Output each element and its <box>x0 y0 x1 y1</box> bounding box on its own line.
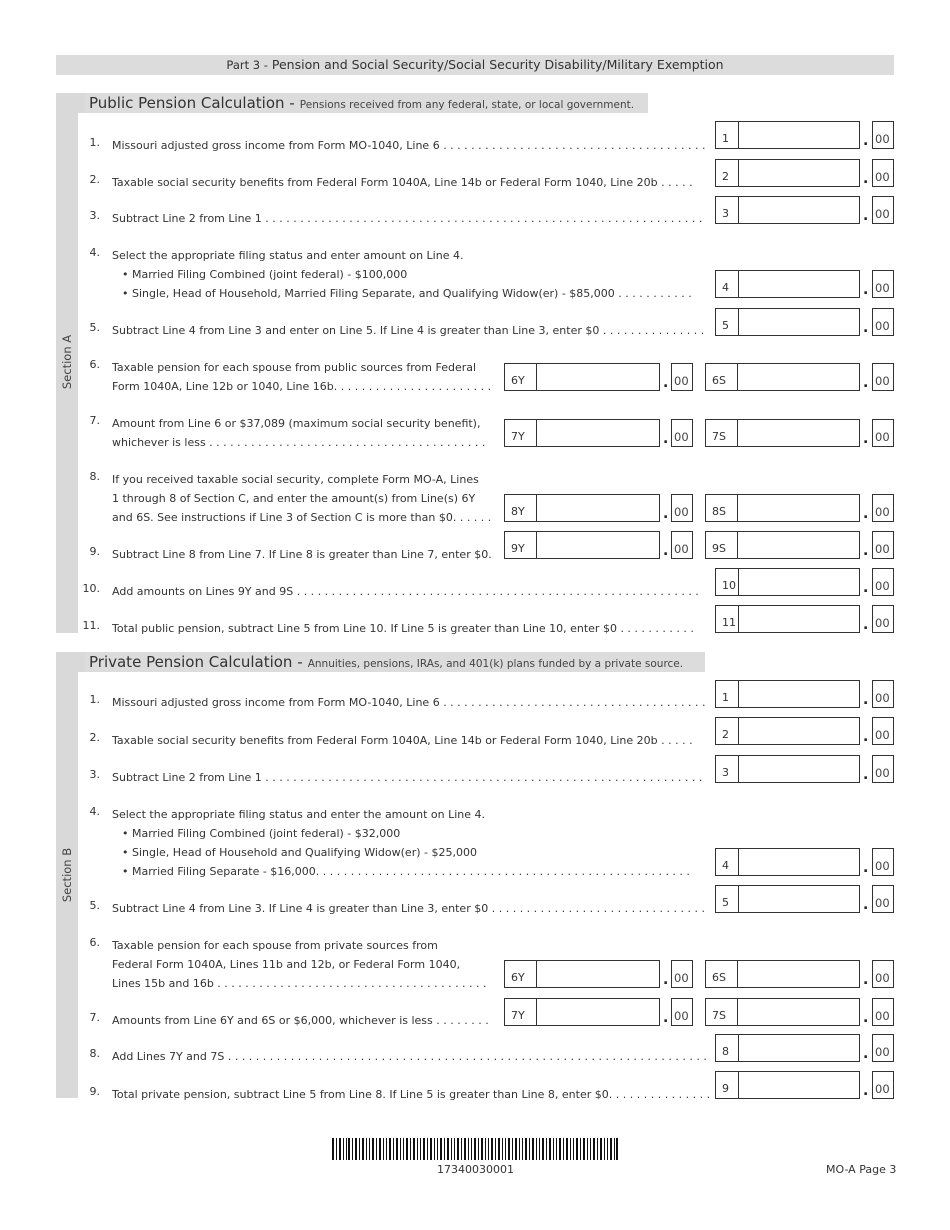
cents-field[interactable]: 00 <box>872 308 894 336</box>
amount-field[interactable]: 5 <box>715 885 860 913</box>
amount-field-y[interactable]: 7Y <box>504 419 660 447</box>
amount-field[interactable]: 5 <box>715 308 860 336</box>
page-number: MO-A Page 3 <box>826 1163 897 1176</box>
amount-field-s[interactable]: 6S <box>705 363 860 391</box>
cents-field[interactable]: 00 <box>872 419 894 447</box>
cents-field[interactable]: 00 <box>671 419 693 447</box>
cents-field[interactable]: 00 <box>872 159 894 187</box>
section-a-title: Public Pension Calculation - Pensions received from any federal, state, or local government. <box>85 93 648 113</box>
cents-field[interactable]: 00 <box>872 605 894 633</box>
cents-field[interactable]: 00 <box>872 494 894 522</box>
cents-field[interactable]: 00 <box>872 998 894 1026</box>
amount-field[interactable]: 8 <box>715 1034 860 1062</box>
line-text: Total private pension, subtract Line 5 from Line 8. If Line 5 is greater than Line 8, enter $0. . . . . . . . . . . . . . . <box>112 1088 711 1101</box>
cents-field[interactable]: 00 <box>872 121 894 149</box>
amount-field-s[interactable]: 6S <box>705 960 860 988</box>
part-header <box>56 55 894 75</box>
amount-field[interactable]: 1 <box>715 121 860 149</box>
amount-field[interactable]: 2 <box>715 159 860 187</box>
barcode-image <box>332 1138 618 1160</box>
cents-field[interactable]: 00 <box>872 755 894 783</box>
amount-field[interactable]: 2 <box>715 717 860 745</box>
amount-field-y[interactable]: 6Y <box>504 363 660 391</box>
cents-field[interactable]: 00 <box>671 531 693 559</box>
cents-field[interactable]: 00 <box>872 531 894 559</box>
amount-field-y[interactable]: 7Y <box>504 998 660 1026</box>
cents-field[interactable]: 00 <box>872 960 894 988</box>
cents-field[interactable]: 00 <box>671 960 693 988</box>
line-text: Missouri adjusted gross income from Form MO-1040, Line 6 . . . . . . . . . . . . . . . . . . . . . . . . . . . . . . . . . . . . . . <box>112 139 706 152</box>
cents-field[interactable]: 00 <box>872 270 894 298</box>
cents-field[interactable]: 00 <box>872 1034 894 1062</box>
amount-field-s[interactable]: 7S <box>705 419 860 447</box>
line-text: Missouri adjusted gross income from Form MO-1040, Line 6 . . . . . . . . . . . . . . . . . . . . . . . . . . . . . . . . . . . . . . <box>112 696 706 709</box>
cents-field[interactable]: 00 <box>872 848 894 876</box>
line-text: Add Lines 7Y and 7S . . . . . . . . . . . . . . . . . . . . . . . . . . . . . . . . . . . . . . . . . . . . . . . . . . . . . . . . . . . . . . . . . . . . . <box>112 1050 707 1063</box>
line-text: Subtract Line 4 from Line 3. If Line 4 is greater than Line 3, enter $0 . . . . . . . . . . . . . . . . . . . . . . . . . . . . . . . <box>112 902 706 915</box>
cents-field[interactable]: 00 <box>671 363 693 391</box>
part-title: Pension and Social Security/Social Security Disability/Military Exemption <box>271 57 724 72</box>
amount-field[interactable]: 4 <box>715 270 860 298</box>
cents-field[interactable]: 00 <box>872 363 894 391</box>
line-text: Add amounts on Lines 9Y and 9S . . . . . . . . . . . . . . . . . . . . . . . . . . . . . . . . . . . . . . . . . . . . . . . . . . . . . . . . . . <box>112 585 699 598</box>
cents-field[interactable]: 00 <box>671 998 693 1026</box>
cents-field[interactable]: 00 <box>872 196 894 224</box>
line-text: Taxable social security benefits from Federal Form 1040A, Line 14b or Federal Form 1040, Line 20b . . . . . <box>112 176 693 189</box>
barcode-number: 17340030001 <box>437 1163 514 1176</box>
cents-field[interactable]: 00 <box>872 680 894 708</box>
amount-field-s[interactable]: 7S <box>705 998 860 1026</box>
amount-field-s[interactable]: 9S <box>705 531 860 559</box>
line-text: Total public pension, subtract Line 5 from Line 10. If Line 5 is greater than Line 10, enter $0 . . . . . . . . . . . <box>112 622 694 635</box>
cents-field[interactable]: 00 <box>872 885 894 913</box>
line-text: Subtract Line 2 from Line 1 . . . . . . . . . . . . . . . . . . . . . . . . . . . . . . . . . . . . . . . . . . . . . . . . . . . . . . . . . . . . . . . <box>112 771 703 784</box>
amount-field-y[interactable]: 9Y <box>504 531 660 559</box>
cents-field[interactable]: 00 <box>872 717 894 745</box>
line-text: Taxable social security benefits from Federal Form 1040A, Line 14b or Federal Form 1040, Line 20b . . . . . <box>112 734 693 747</box>
amount-field[interactable]: 4 <box>715 848 860 876</box>
amount-field[interactable]: 3 <box>715 755 860 783</box>
amount-field[interactable]: 9 <box>715 1071 860 1099</box>
line-text: Amounts from Line 6Y and 6S or $6,000, whichever is less . . . . . . . . <box>112 1014 489 1027</box>
amount-field[interactable]: 11 <box>715 605 860 633</box>
cents-field[interactable]: 00 <box>872 1071 894 1099</box>
amount-field-s[interactable]: 8S <box>705 494 860 522</box>
section-b-title: Private Pension Calculation - Annuities, pensions, IRAs, and 401(k) plans funded by a private source. <box>85 652 705 672</box>
line-text: Subtract Line 2 from Line 1 . . . . . . . . . . . . . . . . . . . . . . . . . . . . . . . . . . . . . . . . . . . . . . . . . . . . . . . . . . . . . . . <box>112 212 703 225</box>
line-text: Select the appropriate filing status and enter amount on Line 4. <box>112 249 464 262</box>
amount-field-y[interactable]: 8Y <box>504 494 660 522</box>
cents-field[interactable]: 00 <box>872 568 894 596</box>
section-a-label: Section A <box>60 334 74 390</box>
part-label: Part 3 - <box>226 58 268 72</box>
cents-field[interactable]: 00 <box>671 494 693 522</box>
amount-field[interactable]: 10 <box>715 568 860 596</box>
line-text: Subtract Line 8 from Line 7. If Line 8 is greater than Line 7, enter $0. <box>112 548 492 561</box>
amount-field[interactable]: 1 <box>715 680 860 708</box>
line-text: Subtract Line 4 from Line 3 and enter on Line 5. If Line 4 is greater than Line 3, enter $0 . . . . . . . . . . . . . . . <box>112 324 705 337</box>
section-b-label: Section B <box>60 847 74 903</box>
line-text: Select the appropriate filing status and enter the amount on Line 4. <box>112 808 485 821</box>
amount-field[interactable]: 3 <box>715 196 860 224</box>
amount-field-y[interactable]: 6Y <box>504 960 660 988</box>
